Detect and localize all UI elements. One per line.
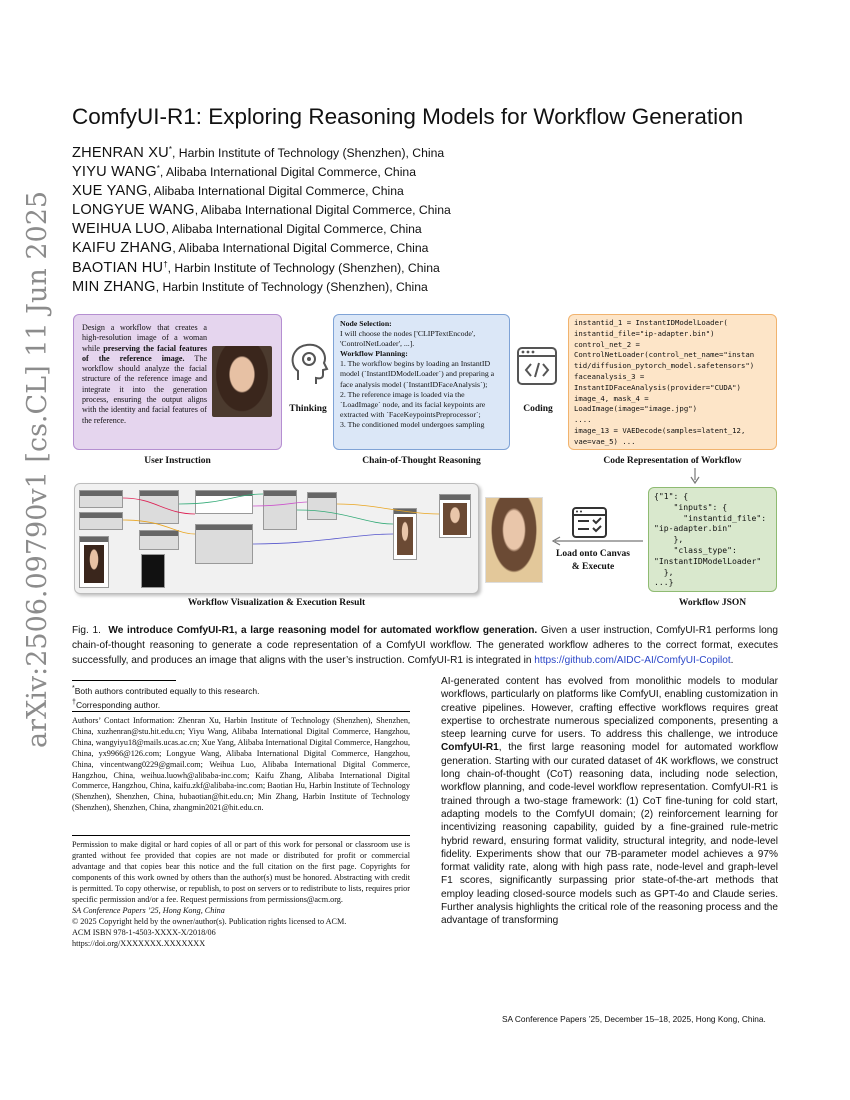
canvas-wires <box>75 484 480 595</box>
figure-caption: Fig. 1. We introduce ComfyUI-R1, a large reasoning model for automated workflow generation. Given a user instruction, ComfyUI-R1 performs long chain-of-thought reasoning to generate a code representation of a ComfyUI workflow. The generated workflow adheres to the correct format, executes successfully, and produces an image that aligns with the user’s instruction. ComfyUI-R1 is integrated in https://github.com/AIDC-AI/ComfyUI-Copilot. <box>72 625 779 666</box>
page-footer: SA Conference Papers ’25, December 15–18, 2025, Hong Kong, China. <box>502 1014 766 1024</box>
contact-rule <box>72 711 410 712</box>
checklist-icon <box>572 507 608 539</box>
code-representation-box <box>568 314 777 450</box>
permission-notice: Permission to make digital or hard copies of all or part of this work for personal or classroom use is granted without fee provided that copies are not made or distributed for profit or commercial advantage and that copies bear this notice and the full citation on the first page. Copyrights for components of this work owned by others than the author(s) must be honored. Abstracting with credit is permitted. To copy otherwise, or republish, to post on servers or to redistribute to lists, requires prior specific permission and/or a fee. Request permissions from permissions@acm.org. <box>72 840 410 904</box>
copyright-block <box>72 906 410 950</box>
code-text: instantid_1 = InstantIDModelLoader( instantid_file="ip-adapter.bin") control_net_2 = ControlNetLoader(control_net_name="instan tid/diffusion_pytorch_model.safetensors") faceanalysis_3 = InstantIDFaceAnalysis(provider="CUDA") image_4, mask_4 = LoadImage(image="image.jpg") .... image_13 = VAEDecode(samples=latent_12, vae=vae_5) ... <box>574 318 755 446</box>
author-line: LONGYUE WANG, Alibaba International Digital Commerce, China <box>72 202 451 218</box>
author-line: XUE YANG, Alibaba International Digital Commerce, China <box>72 183 404 199</box>
json-text: {"1": { "inputs": { "instantid_file": "ip-adapter.bin" }, "class_type": "InstantIDModelLoader" }, ...} <box>654 491 767 588</box>
footnote-rule <box>72 680 176 681</box>
caption-visualization: Workflow Visualization & Execution Result <box>187 598 366 608</box>
generated-portrait <box>485 497 543 583</box>
github-link[interactable]: https://github.com/AIDC-AI/ComfyUI-Copilot <box>534 655 731 666</box>
author-contact-info: Authors’ Contact Information: Zhenran Xu, Harbin Institute of Technology (Shenzhen), Shenzhen, China, xuzhenran@stu.hit.edu.cn; Yiyu Wang, Alibaba International Digital Commerce, Hangzhou, China, wangyiyu18@mails.ucas.ac.cn; Xue Yang, Alibaba International Digital Commerce, Hangzhou, China, yx9966@126.com; Longyue Wang, Alibaba International Digital Commerce, Hangzhou, China, vincentwang0229@gmail.com; Weihua Luo, Alibaba International Digital Commerce, Hangzhou, China, weihua.luowh@alibaba-inc.com; Kaifu Zhang, Alibaba International Digital Commerce, Hangzhou, China, kaifu.zkf@alibaba-inc.com; Baotian Hu, Harbin Institute of Technology (Shenzhen), Shenzhen, China, hubaotian@hit.edu.cn; Min Zhang, Harbin Institute of Technology (Shenzhen), Shenzhen, China, zhangmin2021@hit.edu.cn. <box>72 716 410 813</box>
down-arrow-icon <box>690 468 700 484</box>
doi-link[interactable]: https://doi.org/XXXXXXX.XXXXXXX <box>72 938 206 948</box>
thinking-label: Thinking <box>289 404 327 414</box>
user-instruction-box <box>73 314 282 450</box>
left-arrow-icon <box>551 536 643 546</box>
paper-title: ComfyUI-R1: Exploring Reasoning Models for Workflow Generation <box>72 104 744 129</box>
coding-label: Coding <box>523 404 553 414</box>
arxiv-stamp: arXiv:2506.09790v1 [cs.CL] 11 Jun 2025 <box>22 190 53 748</box>
workflow-planning-heading: Workflow Planning: <box>340 349 408 359</box>
code-window-icon <box>517 347 559 387</box>
planning-step-1: 1. The workflow begins by loading an InstantID model (`InstantIDModelLoader`) and preparing a face analysis model (`InstantIDFaceAnalysis`); <box>340 359 495 389</box>
caption-user-instruction: User Instruction <box>144 456 211 466</box>
planning-step-3: 3. The conditioned model undergoes sampling <box>340 419 485 429</box>
copyright-line: © 2025 Copyright held by the owner/author(s). Publication rights licensed to ACM. <box>72 916 347 926</box>
abstract: AI-generated content has evolved from monolithic models to modular workflows, particularly on platforms like ComfyUI, enabling customization in creative pipelines. However, crafting effective workflows requires great expertise to orchestrate numerous specialized components, presenting a steep learning curve for users. To address this challenge, we introduce ComfyUI-R1, the first large reasoning model for automated workflow generation. Starting with our curated dataset of 4K workflows, we construct long chain-of-thought (CoT) reasoning data, including node selection, workflow planning, and code-level workflow representation. ComfyUI-R1 is trained through a two-stage framework: (1) CoT fine-tuning for cold start, adapting models to the ComfyUI domain; (2) reinforcement learning for incentivizing reasoning capability, guided by a fine-grained rule-metric hybrid reward, ensuring format validity, structural integrity, and node-level fidelity. Experiments show that our 7B-parameter model achieves a 97% format validity rate, along with high pass rate, node-level and graph-level F1 scores, significantly surpassing prior state-of-the-art methods that employ leading closed-source models such as GPT-4o and Claude series. Further analysis highlights the critical role of the reasoning process and the advantage of transforming <box>441 676 778 927</box>
author-line: WEIHUA LUO, Alibaba International Digital Commerce, China <box>72 221 422 237</box>
venue: SA Conference Papers ’25, Hong Kong, China <box>72 906 225 915</box>
reference-portrait <box>212 346 272 417</box>
author-line: ZHENRAN XU*, Harbin Institute of Technology (Shenzhen), China <box>72 145 445 162</box>
caption-json: Workflow JSON <box>678 598 747 608</box>
thinking-icon <box>290 340 330 390</box>
node-selection-text: I will choose the nodes ['CLIPTextEncode', 'ControlNetLoader', ...]. <box>340 329 476 349</box>
permission-rule <box>72 835 410 836</box>
comfyui-canvas-screenshot <box>74 483 479 594</box>
load-execute-label: Load onto Canvas & Execute <box>556 549 630 572</box>
author-line: YIYU WANG*, Alibaba International Digital Commerce, China <box>72 164 416 181</box>
user-instruction-text: Design a workflow that creates a high-resolution image of a woman while preserving the facial features of the reference image. The workflow should analyze the facial structure of the reference image and integrate it into the generation process, ensuring the output aligns with the identity and facial features of the reference. <box>82 323 207 425</box>
caption-cot: Chain-of-Thought Reasoning <box>362 456 481 466</box>
isbn: ACM ISBN 978-1-4503-XXXX-X/2018/06 <box>72 927 216 937</box>
author-line: MIN ZHANG, Harbin Institute of Technology (Shenzhen), China <box>72 279 428 295</box>
cot-reasoning-box <box>333 314 510 450</box>
caption-code: Code Representation of Workflow <box>603 456 742 466</box>
footnotes: *Both authors contributed equally to this research. †Corresponding author. <box>72 684 260 710</box>
author-line: KAIFU ZHANG, Alibaba International Digital Commerce, China <box>72 240 429 256</box>
author-line: BAOTIAN HU†, Harbin Institute of Technology (Shenzhen), China <box>72 260 440 277</box>
workflow-json-box <box>648 487 777 592</box>
planning-step-2: 2. The reference image is loaded via the `LoadImage` node, and its facial keypoints are extracted with `FaceKeypointsPreprocessor`; <box>340 389 486 419</box>
node-selection-heading: Node Selection: <box>340 319 392 328</box>
